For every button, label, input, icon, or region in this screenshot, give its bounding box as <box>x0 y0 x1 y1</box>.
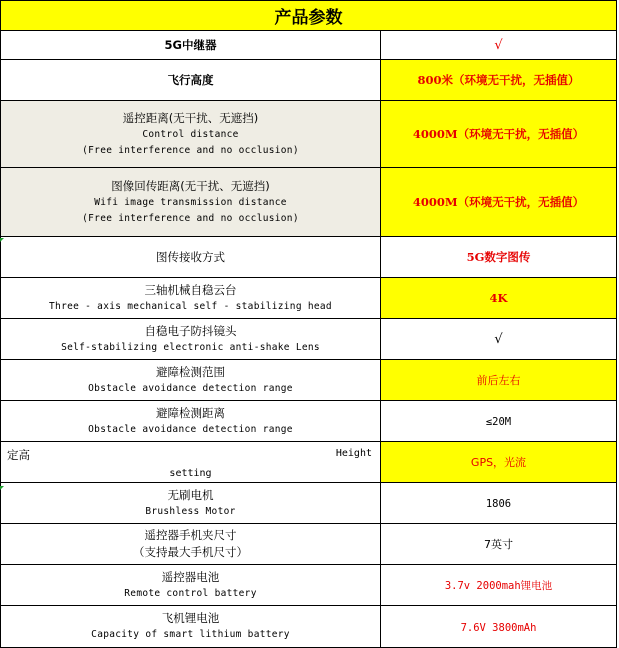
table-row <box>1 237 617 278</box>
table-row <box>1 319 617 360</box>
table-row <box>1 31 617 60</box>
param-label-zh: 遥控器手机夹尺寸 <box>144 528 237 542</box>
param-value <box>381 60 617 101</box>
param-label-en: Wifi image transmission distance <box>94 196 287 208</box>
param-label <box>1 606 381 648</box>
param-label-en: Obstacle avoidance detection range <box>88 382 293 394</box>
param-value-text: 7英寸 <box>484 538 513 551</box>
param-label-zh: 三轴机械自稳云台 <box>144 282 237 297</box>
param-value-text: 前后左右 <box>476 374 521 387</box>
table-row <box>1 278 617 319</box>
param-value-text: 4K <box>489 291 508 305</box>
param-label-zh: 定高 <box>7 448 30 462</box>
param-label <box>1 442 381 483</box>
param-value-text: 5G数字图传 <box>466 250 531 264</box>
table-row <box>1 565 617 606</box>
param-value-text: ≤20M <box>485 416 512 428</box>
param-label-zh: 自稳电子防抖镜头 <box>144 323 237 338</box>
param-value <box>381 565 617 606</box>
param-label <box>1 60 381 101</box>
table-row <box>1 101 617 168</box>
cell-comment-marker <box>0 486 4 490</box>
param-value <box>381 360 617 401</box>
check-mark-value: √ <box>494 38 503 53</box>
param-label-zh: 避障检测范围 <box>156 364 225 379</box>
param-value <box>381 319 617 360</box>
param-label-zh: 飞机锂电池 <box>161 611 220 625</box>
param-label-en-cont: setting <box>169 468 212 479</box>
param-value <box>381 278 617 319</box>
param-value-text: 7.6V 3800mAh <box>460 621 537 634</box>
param-label <box>1 360 381 401</box>
table-row <box>1 360 617 401</box>
param-label <box>1 237 381 278</box>
param-label <box>1 31 381 60</box>
param-label-en: Brushless Motor <box>145 505 236 517</box>
param-value-text: 1806 <box>485 498 512 510</box>
param-value <box>381 168 617 237</box>
param-value <box>381 31 617 60</box>
param-value-text: 4000M（环境无干扰，无插值） <box>412 195 585 209</box>
param-label-en: Remote control battery <box>124 587 257 599</box>
param-label-zh: 图像回传距离(无干扰、无遮挡) <box>111 178 270 193</box>
param-label-en: Self-stabilizing electronic anti-shake Lens <box>61 341 320 353</box>
table-row <box>1 442 617 483</box>
cell-comment-marker <box>0 238 4 242</box>
param-value <box>381 401 617 442</box>
check-mark-value: √ <box>494 332 503 347</box>
param-value <box>381 101 617 168</box>
param-label <box>1 278 381 319</box>
table-row <box>1 60 617 101</box>
param-value <box>381 442 617 483</box>
param-label-zh: 无刷电机 <box>167 487 214 502</box>
param-label-en: Height <box>335 448 372 459</box>
table-row <box>1 606 617 648</box>
param-label-zh: 5G中继器 <box>164 38 217 52</box>
param-label-en: Capacity of smart lithium battery <box>91 629 290 640</box>
param-label <box>1 401 381 442</box>
table-row <box>1 524 617 565</box>
param-label-en: Control distance <box>142 128 239 140</box>
param-value-text: 3.7v 2000mah锂电池 <box>444 580 553 592</box>
param-label-zh: 遥控距离(无干扰、无遮挡) <box>122 110 259 125</box>
table-row <box>1 168 617 237</box>
param-value <box>381 606 617 648</box>
table-row <box>1 401 617 442</box>
param-label-zh: 飞行高度 <box>167 73 214 87</box>
param-value <box>381 237 617 278</box>
param-label <box>1 319 381 360</box>
param-label-en: Obstacle avoidance detection range <box>88 423 293 435</box>
param-label-zh: 避障检测距离 <box>156 405 225 420</box>
param-label <box>1 101 381 168</box>
param-value-text: GPS，光流 <box>470 456 527 469</box>
param-label-zh: 遥控器电池 <box>161 569 220 584</box>
param-label-en-note: (Free interference and no occlusion) <box>82 212 299 224</box>
param-value <box>381 524 617 565</box>
param-label-zh-note: （支持最大手机尺寸） <box>133 545 248 559</box>
param-label-en-note: (Free interference and no occlusion) <box>82 144 299 156</box>
param-label <box>1 524 381 565</box>
param-label <box>1 168 381 237</box>
param-label <box>1 483 381 524</box>
param-label <box>1 565 381 606</box>
param-value-text: 800米（环境无干扰，无插值） <box>417 73 580 87</box>
table-row <box>1 483 617 524</box>
param-label-zh: 图传接收方式 <box>156 249 225 264</box>
table-title: 产品参数 <box>1 1 617 31</box>
param-value-text: 4000M（环境无干扰，无插值） <box>412 127 585 141</box>
param-label-en: Three - axis mechanical self - stabilizing head <box>49 300 332 312</box>
param-value <box>381 483 617 524</box>
